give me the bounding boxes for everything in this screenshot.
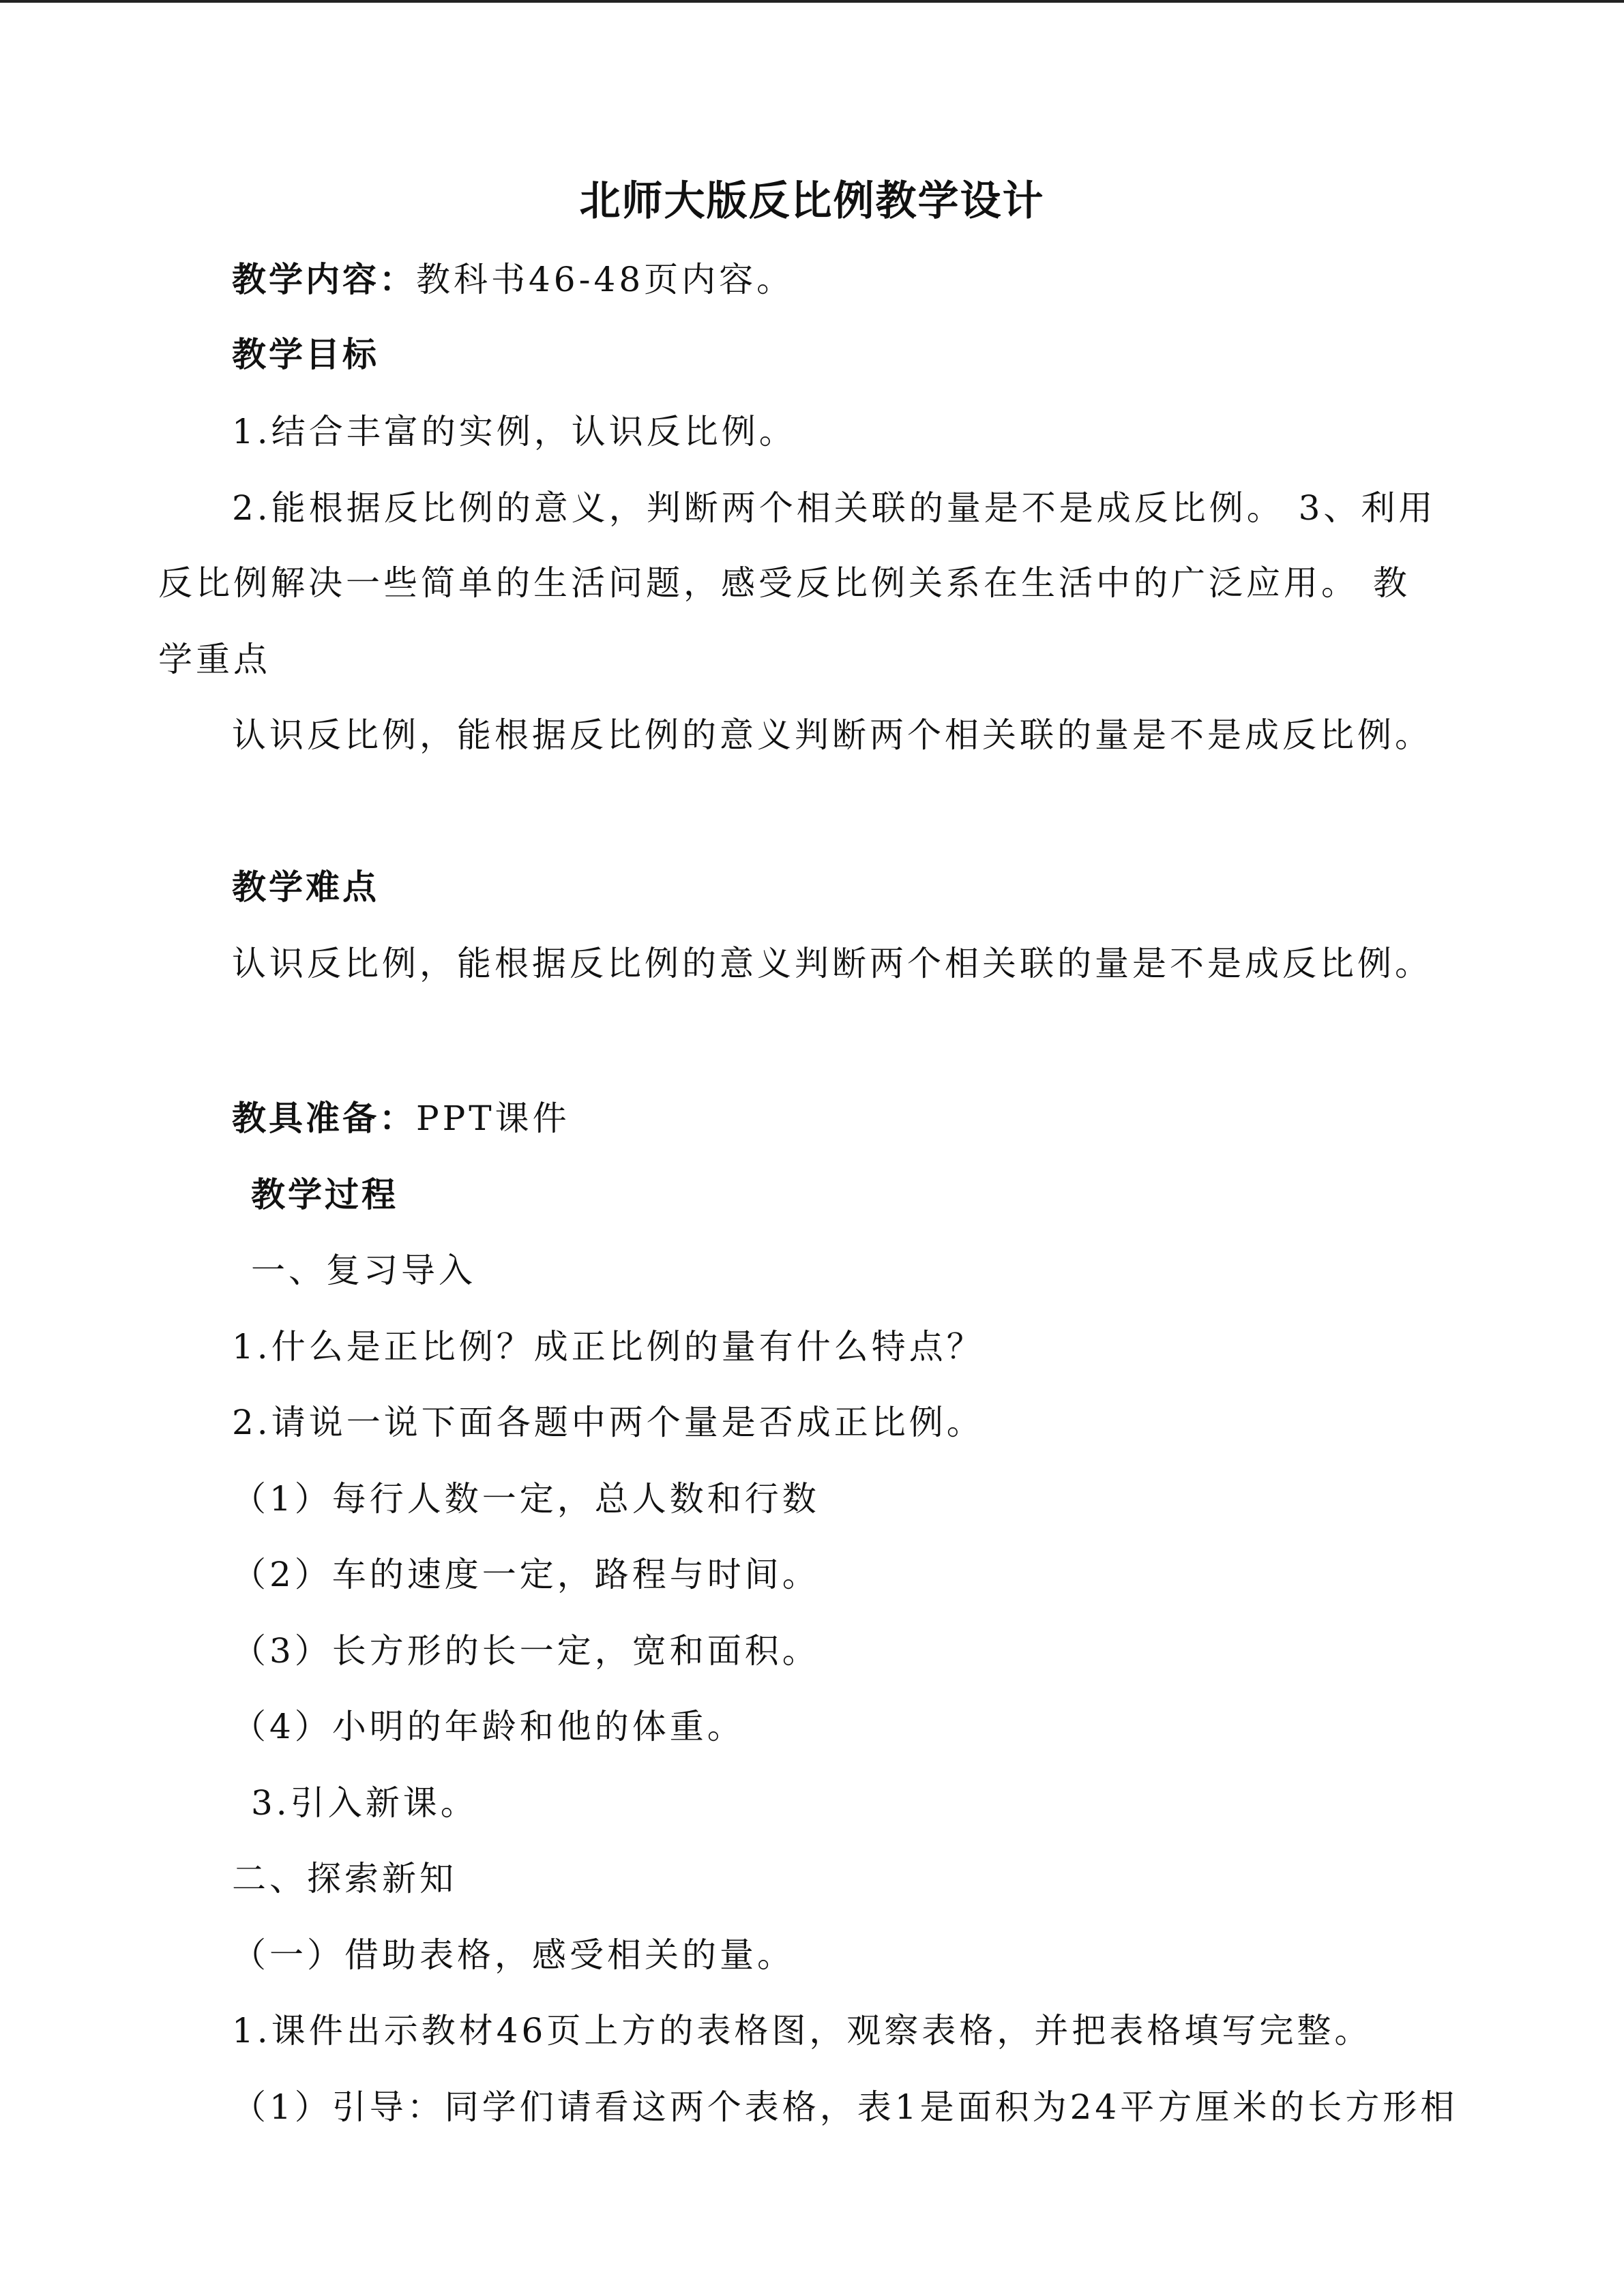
explore-step-1: 1.课件出示教材46页上方的表格图，观察表格，并把表格填写完整。: [232, 2011, 1372, 2051]
document-title: 北师大版反比例教学设计: [579, 177, 1045, 225]
review-question-2: 2.请说一说下面各题中两个量是否成正比例。: [232, 1403, 984, 1442]
explore-step-1-sub-1: （1）引导：同学们请看这两个表格，表1是面积为24平方厘米的长方形相: [232, 2087, 1458, 2127]
review-sub-item-1: （1）每行人数一定，总人数和行数: [232, 1479, 820, 1519]
process-section-1: 一、复习导入: [251, 1251, 476, 1290]
tools-paragraph: [232, 1094, 570, 1142]
process-heading: 教学过程: [251, 1175, 398, 1214]
objective-item-2-line-3: 学重点: [158, 640, 271, 679]
content-label: 教学内容：: [232, 260, 416, 299]
review-sub-item-4: （4）小明的年龄和他的体重。: [232, 1707, 745, 1746]
tools-label: 教具准备：: [232, 1099, 416, 1138]
review-sub-item-2: （2）车的速度一定，路程与时间。: [232, 1555, 820, 1594]
review-question-3: 3.引入新课。: [251, 1783, 478, 1823]
objectives-heading: 教学目标: [232, 335, 379, 374]
key-point-text: 认识反比例，能根据反比例的意义判断两个相关联的量是不是成反比例。: [232, 715, 1432, 755]
tools-text: PPT课件: [416, 1099, 570, 1138]
content-text: 教科书46-48页内容。: [416, 260, 795, 299]
objective-item-1: 1.结合丰富的实例，认识反比例。: [232, 412, 797, 451]
difficulty-text: 认识反比例，能根据反比例的意义判断两个相关联的量是不是成反比例。: [232, 944, 1432, 983]
explore-part-1: （一）借助表格，感受相关的量。: [232, 1935, 795, 1975]
content-paragraph: [232, 256, 794, 303]
review-question-1: 1.什么是正比例？成正比例的量有什么特点？: [232, 1327, 984, 1367]
difficulty-heading: 教学难点: [232, 867, 379, 907]
objective-item-2-line-1: 2.能根据反比例的意义，判断两个相关联的量是不是成反比例。 3、利用: [232, 488, 1436, 528]
process-section-2: 二、探索新知: [232, 1859, 457, 1898]
objective-item-2-line-2: 反比例解决一些简单的生活问题，感受反比例关系在生活中的广泛应用。 教: [158, 563, 1411, 603]
review-sub-item-3: （3）长方形的长一定，宽和面积。: [232, 1631, 820, 1671]
